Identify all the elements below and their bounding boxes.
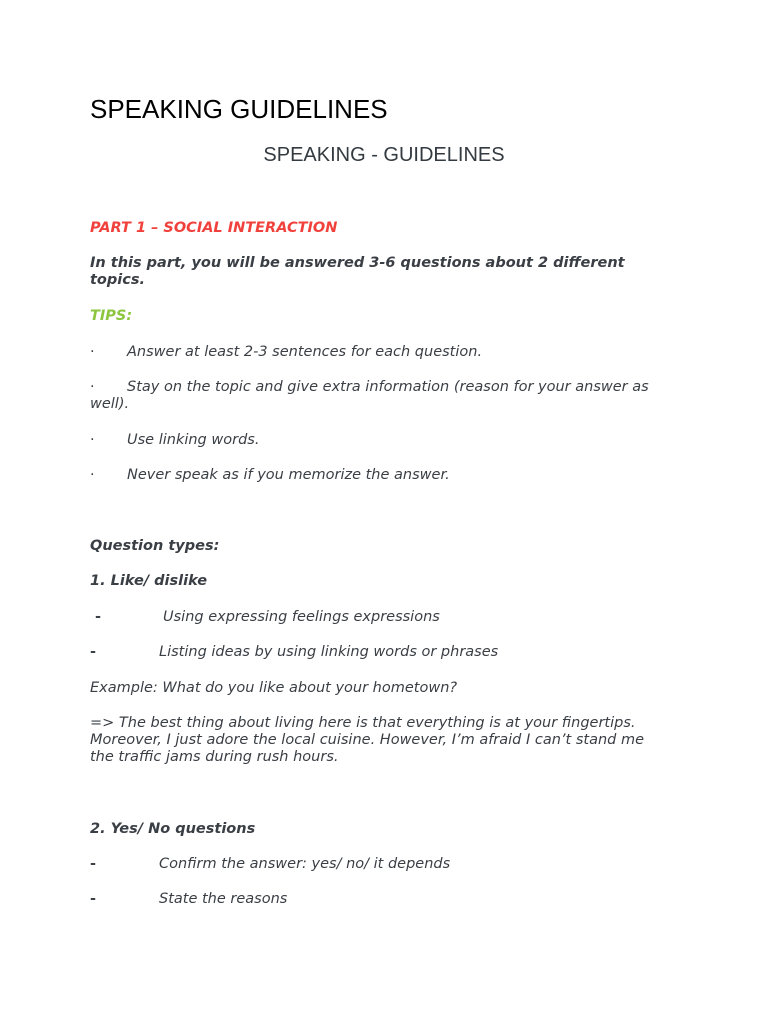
dash-icon: - — [90, 891, 97, 907]
question-types-label: Question types: — [90, 538, 220, 554]
tips-label: TIPS: — [90, 308, 133, 324]
type1-heading: 1. Like/ dislike — [90, 573, 208, 589]
tip-text: Never speak as if you memorize the answer. — [127, 467, 450, 483]
bullet-icon: · — [90, 379, 95, 395]
part1-heading: PART 1 – SOCIAL INTERACTION — [90, 220, 338, 236]
point-text: State the reasons — [159, 891, 288, 907]
type2-heading: 2. Yes/ No questions — [90, 821, 256, 837]
point-text: Confirm the answer: yes/ no/ it depends — [159, 856, 451, 872]
dash-icon: - — [95, 609, 102, 625]
tip-text: Answer at least 2-3 sentences for each question. — [127, 344, 483, 360]
document-subtitle: SPEAKING - GUIDELINES — [263, 144, 505, 166]
tip-item — [90, 379, 670, 413]
dash-icon: - — [90, 644, 97, 660]
point-text: Using expressing feelings expressions — [163, 609, 440, 625]
document-title: SPEAKING GUIDELINES — [90, 94, 388, 124]
tip-item — [90, 344, 670, 361]
tip-text: Stay on the topic and give extra information (reason for your answer as well). — [90, 379, 649, 412]
tip-item — [90, 467, 670, 484]
dash-icon: - — [90, 856, 97, 872]
point-text: Listing ideas by using linking words or phrases — [159, 644, 499, 660]
part1-intro: In this part, you will be answered 3-6 questions about 2 different topics. — [90, 255, 625, 288]
tip-text: Use linking words. — [127, 432, 260, 448]
type1-example: Example: What do you like about your hometown? — [90, 680, 458, 696]
type1-answer: => The best thing about living here is that everything is at your fingertips. Moreover, I just adore the local cuisine. However, I’m afraid I can’t stand me the traffic jams during rush hours. — [90, 715, 645, 765]
tip-item — [90, 432, 670, 449]
bullet-icon: · — [90, 344, 95, 360]
bullet-icon: · — [90, 432, 95, 448]
bullet-icon: · — [90, 467, 95, 483]
